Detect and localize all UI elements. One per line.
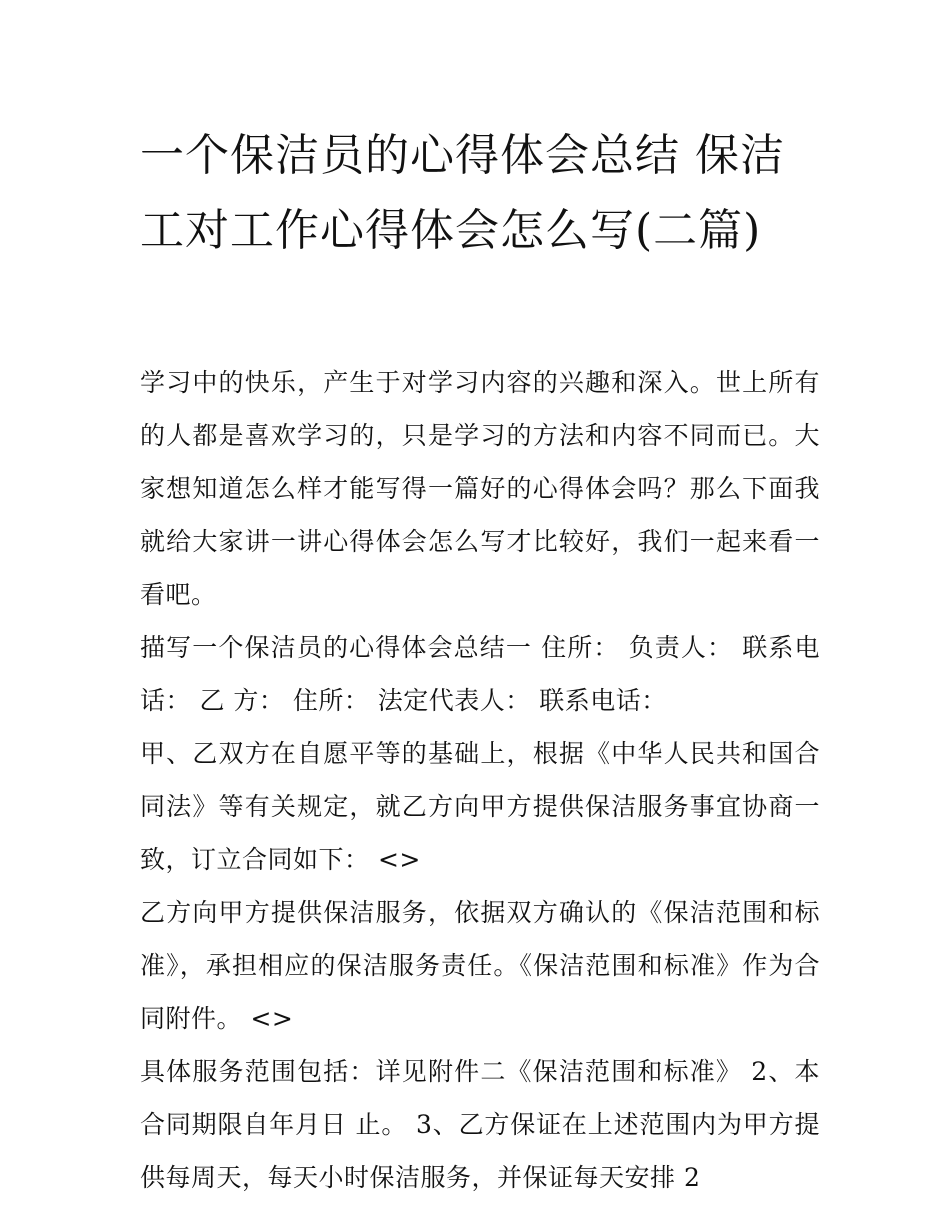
service-details-paragraph: 具体服务范围包括：详见附件二《保洁范围和标准》 2、本合同期限自年月日 止。 3、乙方保证在上述范围内为甲方提供每周天，每天小时保洁服务，并保证每天安排 2 (140, 1057, 820, 1192)
intro-paragraph: 学习中的快乐，产生于对学习内容的兴趣和深入。世上所有的人都是喜欢学习的，只是学习的方法和内容不同而已。大家想知道怎么样才能写得一篇好的心得体会吗？那么下面我就给大家讲一讲心得体会怎么写才比较好，我们一起来看一看吧。 (140, 368, 820, 609)
document-title: 一个保洁员的心得体会总结 保洁工对工作心得体会怎么写(二篇) (140, 130, 785, 256)
service-scope-paragraph: 乙方向甲方提供保洁服务，依据双方确认的《保洁范围和标准》，承担相应的保洁服务责任。《保洁范围和标准》作为合同附件。 <> (140, 898, 820, 1033)
document-body (140, 356, 820, 1204)
contract-basis-paragraph: 甲、乙双方在自愿平等的基础上，根据《中华人民共和国合同法》等有关规定，就乙方向甲方提供保洁服务事宜协商一致，订立合同如下： <> (140, 739, 820, 874)
contract-parties-paragraph: 描写一个保洁员的心得体会总结一 住所： 负责人： 联系电话： 乙 方： 住所： 法定代表人： 联系电话： (140, 633, 820, 715)
